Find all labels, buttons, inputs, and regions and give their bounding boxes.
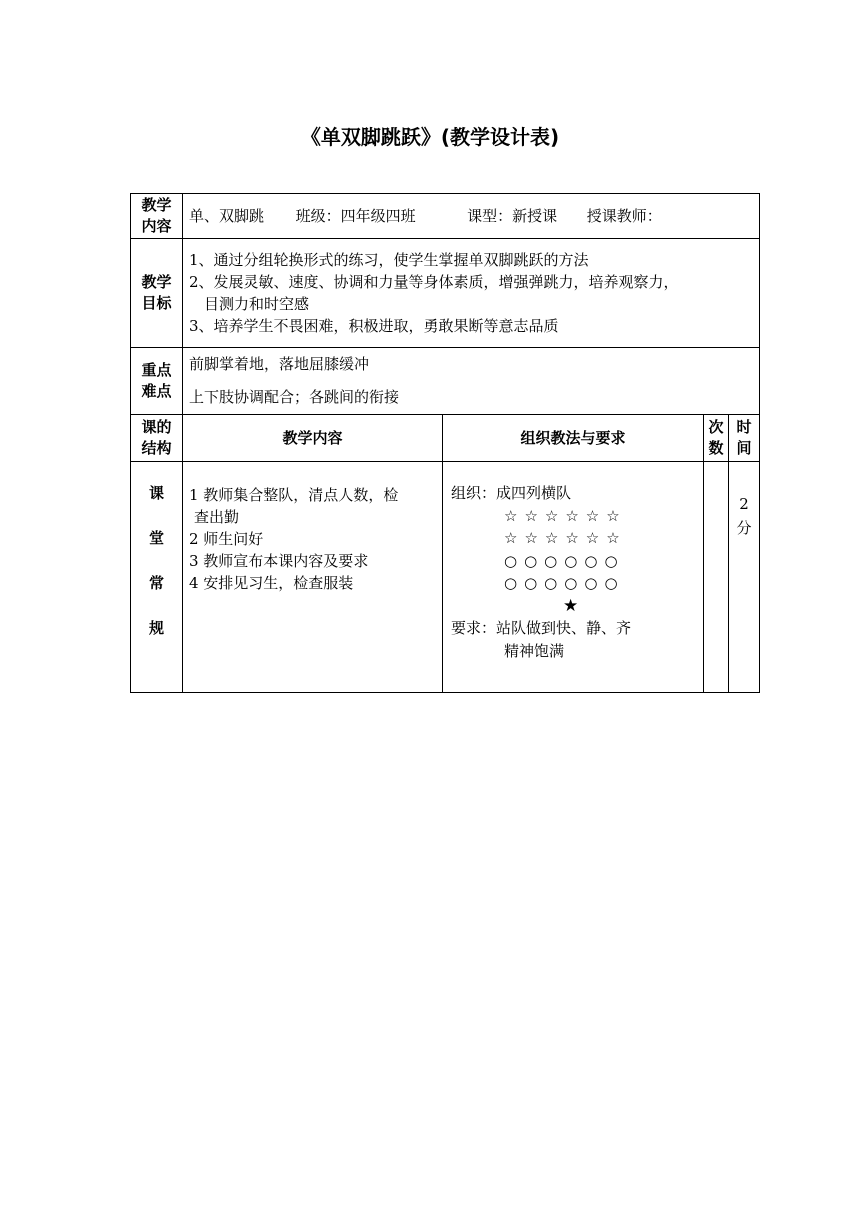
- label-teaching-content: 教学 内容: [131, 194, 183, 239]
- header-structure: 课的 结构: [131, 415, 183, 462]
- header-content: 教学内容: [183, 415, 443, 462]
- header-row: [131, 415, 760, 462]
- objective-item-continued: 目测力和时空感: [204, 295, 310, 313]
- routine-item: 1 教师集合整队，清点人数，检: [189, 486, 399, 504]
- lesson-plan-table: [130, 193, 760, 693]
- objectives-list: [183, 239, 760, 348]
- organization-label: 组织：成四列横队: [451, 484, 572, 502]
- row-teaching-content: [131, 194, 760, 239]
- key-points-value: [183, 348, 760, 415]
- row-key-points: [131, 348, 760, 415]
- row-objectives: [131, 239, 760, 348]
- routine-item-continued: 查出勤: [194, 508, 240, 526]
- teacher-text: 授课教师：: [586, 207, 662, 225]
- page-title: 《单双脚跳跃》(教学设计表): [300, 125, 560, 149]
- routine-duration: 2 分: [729, 462, 760, 693]
- formation-row-student: ○○○○○○: [504, 574, 625, 592]
- header-times: 次 数: [704, 415, 729, 462]
- objective-item: 3、培养学生不畏困难，积极进取，勇敢果断等意志品质: [189, 317, 559, 335]
- requirement-text: 要求：站队做到快、静、齐: [451, 619, 632, 637]
- difficulty-text: 上下肢协调配合；各跳间的衔接: [189, 388, 400, 406]
- formation-row-student: ☆☆☆☆☆☆: [504, 506, 627, 525]
- header-organization: 组织教法与要求: [443, 415, 704, 462]
- requirement-text-continued: 精神饱满: [504, 641, 565, 660]
- formation-row-student: ○○○○○○: [504, 551, 625, 570]
- objective-item: 1、通过分组轮换形式的练习，使学生掌握单双脚跳跃的方法: [189, 251, 589, 269]
- label-objectives: 教学 目标: [131, 239, 183, 348]
- routine-item: 4 安排见习生，检查服装: [189, 574, 354, 592]
- routine-organization: [443, 462, 704, 693]
- routine-item: 3 教师宣布本课内容及要求: [189, 552, 369, 570]
- label-key-points: 重点 难点: [131, 348, 183, 415]
- objective-item: 2、发展灵敏、速度、协调和力量等身体素质，增强弹跳力，培养观察力，: [189, 273, 679, 291]
- header-duration: 时 间: [729, 415, 760, 462]
- class-text: 班级：四年级四班: [295, 207, 416, 225]
- formation-row-student: ☆☆☆☆☆☆: [504, 529, 627, 547]
- teaching-content-value: [183, 194, 760, 239]
- label-classroom-routine: 课 堂 常 规: [131, 462, 183, 693]
- routine-content: [183, 462, 443, 693]
- routine-times: [704, 462, 729, 693]
- key-point-text: 前脚掌着地，落地屈膝缓冲: [189, 355, 370, 373]
- lesson-type-text: 课型：新授课: [467, 207, 558, 225]
- row-classroom-routine: [131, 462, 760, 693]
- content-text: 单、双脚跳: [189, 207, 265, 225]
- teacher-star-icon: ★: [563, 595, 579, 616]
- routine-item: 2 师生问好: [189, 530, 264, 548]
